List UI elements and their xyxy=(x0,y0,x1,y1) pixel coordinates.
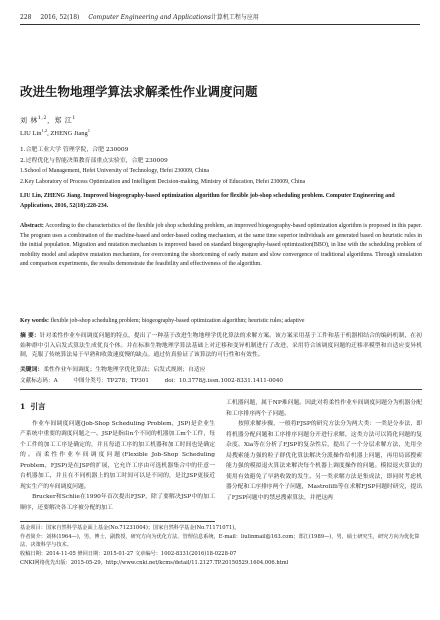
abstract-en-text: According to the characteristics of the flexible job shop scheduling problem, an improved biogeography-based optimization algorithm is proposed in this paper. The program uses a combination of the machine-based and order-based coding mechanism, at the same time superior individuals are generated based on heuristic rules in the initial population. Migration and mutation mechanism is improved based on standard biogeography-based optimization(BBO), in line with the scheduling problem of mobility model and adaptive mutation mechanism, for overcoming the shortcoming of early mature and slow convergence of traditional algorithms. Through simulation and comparison experiments, the results demonstrate the feasibility and effectiveness of the algorithm. xyxy=(20,223,422,268)
affiliation-2-cn: 2.过程优化与智能决策教育部重点实验室，合肥 230009 xyxy=(20,157,168,164)
author-1-cn: 刘 林 xyxy=(20,116,38,125)
body-paragraph: 按照求解步骤，一般将FJSP的研究方法分为两大类：一类是分步法，即将机器分配问题和工序排序问题分开进行求解，这类方法可以简化问题的复杂度。Xia等在分析了FJSP的复杂性后，提出了一个分层求解方法，先用全局搜索能力强的粒子群优化算法解决分派操作给机器上问题，再用局部搜索能力强的模拟退火算法来解决每个机器上调度操作的问题。模拟退火算法的使用有效避免了早熟收敛的发生。另一类求解方法是集成法，即同时考虑机器分配和工序排序两个子问题，Mastrolilli等在求解FJSP问题时研究，提出了FJSP问题中的禁忌搜索算法，并把这两 xyxy=(226,421,422,501)
issue-info: 2016, 52(18) xyxy=(40,14,80,21)
page-number: 228 xyxy=(20,14,32,21)
abstract-cn xyxy=(20,332,422,361)
body-paragraph: 作业车间调度问题(Job-Shop Scheduling Problem，JSP)是企业生产系统中重要的调度问题之一。JSP是指由n个不同的机器加工m个工件，每个工件的加工工序是确定的，并且每道工序的加工机器和加工时间也是确定的。而柔性作业车间调度问题(Flexible Job-Shop Scheduling Problem，FJSP)是在JSP的扩展，它允许工序由可选机器集合中的任意一台机器加工，并且在不同机器上的加工时间可以是不同的，是比JSP更接近现实生产的车间调度问题。 xyxy=(20,420,215,490)
classification-ids xyxy=(20,377,422,386)
affiliation-2-en: 2.Key Laboratory of Process Optimization and Intelligent Decision-making, Ministry of Education, Hefei 230009, China xyxy=(20,178,306,185)
author-2-en-affil: 1 xyxy=(87,128,91,133)
section-heading xyxy=(20,402,215,413)
author-2-en: , ZHENG Jiang xyxy=(47,130,88,138)
keywords-en xyxy=(20,317,422,327)
author-2-cn: ，郑 江 xyxy=(47,116,73,125)
body-paragraph: Brucker和Schlie在1990年首次提出FJSP，除了要解决JSP中的加工顺序，还要解决各工序被分配的加工 xyxy=(20,494,215,511)
author-1-en: LIU Lin xyxy=(20,130,42,138)
body-column-right xyxy=(226,398,422,503)
footnote-dates: 收稿日期：2014-11-05 修回日期：2015-01-27 文章编号：1002-8331(2016)18-0228-07 xyxy=(20,551,237,558)
footnote-online: CNKI网络优先出版：2015-05-29，http://www.cnki.net/kcms/detail/11.2127.TP.20150529.1604.006.html xyxy=(20,559,289,566)
doi: doi：10.3778/j.issn.1002-8331.1411-0040 xyxy=(164,378,283,384)
abstract-cn-text: 针对柔性作业车间调度问题的特点，提出了一种基于改进生物地理学优化算法的求解方案。该方案采用基于工件和基于机器相结合的编码机制，在初始种群中引入启发式算法生成优良个体。并在标准生物地理学算法基础上对迁移和变异机制进行了改进，采用符合该调度问题的迁移率模型和自适应变异机制，克服了传统算法易于早熟和收敛速度慢的缺点。通过仿真验证了该算法的可行性和有效性。 xyxy=(20,333,422,359)
body-column-left xyxy=(20,400,215,513)
authors-en xyxy=(20,128,90,137)
running-header xyxy=(20,12,420,25)
journal-name-en: Computer Engineering and Applications xyxy=(88,14,211,21)
abstract-cn-label: 摘 要： xyxy=(20,333,40,339)
section-title: 引言 xyxy=(30,402,46,411)
document-code: 文献标志码：A xyxy=(20,378,58,384)
abstract-en xyxy=(20,222,422,270)
journal-name-cn: 计算机工程与应用 xyxy=(210,14,259,21)
affiliation-1-en: 1.School of Management, Hefei University of Technology, Hefei 230009, China xyxy=(20,168,210,174)
author-1-en-affil: 1,2 xyxy=(41,128,48,133)
footnote-divider xyxy=(20,521,215,522)
keywords-cn-label: 关键词： xyxy=(20,367,44,373)
footnotes xyxy=(20,524,420,568)
section-number: 1 xyxy=(20,402,26,411)
footnote-author-bio: 作者简介：刘林(1964—)，男，博士，副教授，研究方向为优化方法、管理信息系统，E-mail：liulinmail@163.com；郑江(1989—)，男，硕士研究生，研究方向为优化算法、决策科学与技术。 xyxy=(20,533,420,549)
body-paragraph: 工机器问题，属于NP难问题。因此对将柔性作业车间调度问题分为机器分配和工序排序两个子问题。 xyxy=(226,400,422,417)
footnote-funding: 基金项目：国家自然科学基金面上基金(No.71231004)；国家自然科学基金(No.71171071)。 xyxy=(20,525,240,531)
keywords-cn xyxy=(20,366,206,375)
author-2-cn-affil: 1 xyxy=(72,115,76,121)
keywords-en-text: flexible job-shop scheduling problem; biogeography-based optimization algorithm; heuristic rules; adaptive xyxy=(50,318,305,324)
affiliation-1-cn: 1.合肥工业大学 管理学院，合肥 230009 xyxy=(20,147,129,153)
paper-title: 改进生物地理学算法求解柔性作业调度问题 xyxy=(20,84,258,99)
author-1-cn-affil: 1,2 xyxy=(37,115,48,121)
clc-number: 中图分类号：TP278；TP301 xyxy=(73,378,149,384)
affiliations xyxy=(20,145,425,187)
keywords-en-label: Key words: xyxy=(20,318,49,324)
keywords-cn-text: 柔性作业车间调度；生物地理学优化算法；启发式规则；自适应 xyxy=(43,367,206,373)
citation: LIU Lin, ZHENG Jiang. Improved biogeography-based optimization algorithm for flexible job-shop scheduling problem. Computer Engineering and Applications, 2016, 52(18):228-234. xyxy=(20,193,395,209)
authors-cn xyxy=(20,115,76,125)
abstract-en-label: Abstract: xyxy=(20,223,44,229)
header-divider xyxy=(20,389,422,390)
